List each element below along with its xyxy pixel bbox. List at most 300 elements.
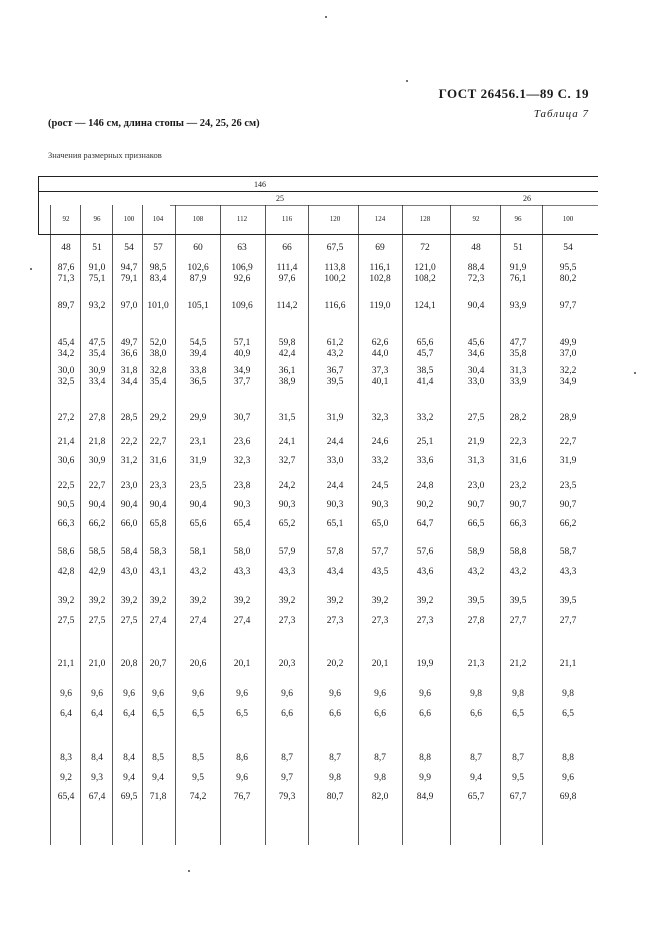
column-header: 108 — [192, 215, 204, 223]
table-cell: 72,3 — [467, 274, 485, 284]
table-cell: 8,7 — [512, 753, 524, 763]
table-cell: 23,3 — [149, 481, 167, 491]
table-cell: 39,5 — [326, 377, 344, 387]
table-cell: 75,1 — [88, 274, 106, 284]
table-cell: 42,9 — [88, 567, 106, 577]
table-cell: 33,0 — [326, 456, 344, 466]
page-header: ГОСТ 26456.1—89 С. 19 — [438, 86, 589, 101]
table-cell: 23,6 — [233, 437, 251, 447]
table-cell: 124,1 — [414, 301, 436, 311]
table-cell: 47,5 — [88, 338, 106, 348]
table-cell: 20,8 — [120, 659, 138, 669]
table-cell: 60 — [193, 243, 203, 253]
table-cell: 32,7 — [278, 456, 296, 466]
table-cell: 23,1 — [189, 437, 207, 447]
table-cell: 80,7 — [326, 792, 344, 802]
table-cell: 9,6 — [329, 689, 341, 699]
table-cell: 101,0 — [147, 301, 169, 311]
column-header: 116 — [281, 215, 293, 223]
table-cell: 9,3 — [91, 773, 103, 783]
table-cell: 87,6 — [57, 263, 75, 273]
table-cell: 9,4 — [152, 773, 164, 783]
table-cell: 76,7 — [233, 792, 251, 802]
table-cell: 9,6 — [123, 689, 135, 699]
table-cell: 27,4 — [149, 616, 167, 626]
table-cell: 34,6 — [467, 349, 485, 359]
table-column-divider — [358, 205, 359, 845]
table-cell: 43,2 — [189, 567, 207, 577]
column-header: 124 — [374, 215, 386, 223]
table-cell: 65,0 — [371, 519, 389, 529]
table-cell: 121,0 — [414, 263, 436, 273]
scan-speck — [30, 268, 32, 270]
table-cell: 19,9 — [416, 659, 434, 669]
table-cell: 51 — [92, 243, 102, 253]
table-column-divider — [450, 205, 451, 845]
table-cell: 9,7 — [281, 773, 293, 783]
table-cell: 27,7 — [559, 616, 577, 626]
table-cell: 43,5 — [371, 567, 389, 577]
table-cell: 57,1 — [233, 338, 251, 348]
table-cell: 39,2 — [149, 596, 167, 606]
table-cell: 20,2 — [326, 659, 344, 669]
table-cell: 58,9 — [467, 547, 485, 557]
table-cell: 57,7 — [371, 547, 389, 557]
table-cell: 82,0 — [371, 792, 389, 802]
table-cell: 33,2 — [371, 456, 389, 466]
table-cell: 39,2 — [88, 596, 106, 606]
table-cell: 31,5 — [278, 413, 296, 423]
table-cell: 37,7 — [233, 377, 251, 387]
table-cell: 43,2 — [467, 567, 485, 577]
table-cell: 9,8 — [374, 773, 386, 783]
table-cell: 91,9 — [509, 263, 527, 273]
table-cell: 23,0 — [120, 481, 138, 491]
table-cell: 65,6 — [416, 338, 434, 348]
table-cell: 58,7 — [559, 547, 577, 557]
table-cell: 90,3 — [326, 500, 344, 510]
table-cell: 93,9 — [509, 301, 527, 311]
table-cell: 31,3 — [467, 456, 485, 466]
foot-length-26-label: 26 — [523, 194, 531, 203]
table-cell: 21,3 — [467, 659, 485, 669]
table-cell: 109,6 — [231, 301, 253, 311]
table-cell: 42,4 — [278, 349, 296, 359]
table-cell: 30,9 — [88, 366, 106, 376]
table-cell: 31,9 — [326, 413, 344, 423]
table-cell: 9,5 — [512, 773, 524, 783]
column-header: 92 — [472, 215, 480, 223]
table-cell: 24,4 — [326, 437, 344, 447]
table-cell: 9,4 — [123, 773, 135, 783]
table-cell: 9,6 — [152, 689, 164, 699]
table-cell: 39,2 — [416, 596, 434, 606]
table-cell: 69,8 — [559, 792, 577, 802]
table-cell: 22,7 — [559, 437, 577, 447]
table-cell: 8,7 — [281, 753, 293, 763]
table-cell: 52,0 — [149, 338, 167, 348]
table-cell: 84,9 — [416, 792, 434, 802]
table-cell: 8,8 — [562, 753, 574, 763]
table-cell: 9,6 — [236, 773, 248, 783]
table-cell: 80,2 — [559, 274, 577, 284]
height-group-label: 146 — [254, 180, 266, 189]
table-cell: 87,9 — [189, 274, 207, 284]
table-cell: 34,9 — [559, 377, 577, 387]
table-cell: 37,0 — [559, 349, 577, 359]
table-cell: 30,4 — [467, 366, 485, 376]
table-cell: 28,5 — [120, 413, 138, 423]
table-cell: 9,8 — [329, 773, 341, 783]
table-cell: 51 — [513, 243, 523, 253]
table-cell: 57,8 — [326, 547, 344, 557]
table-cell: 90,3 — [233, 500, 251, 510]
table-cell: 79,1 — [120, 274, 138, 284]
table-cell: 31,9 — [559, 456, 577, 466]
column-header: 120 — [329, 215, 341, 223]
table-cell: 24,5 — [371, 481, 389, 491]
table-cell: 58,8 — [509, 547, 527, 557]
table-cell: 27,3 — [371, 616, 389, 626]
table-cell: 39,2 — [57, 596, 75, 606]
table-cell: 9,5 — [192, 773, 204, 783]
table-cell: 33,4 — [88, 377, 106, 387]
table-cell: 21,9 — [467, 437, 485, 447]
table-cell: 48 — [61, 243, 71, 253]
table-cell: 33,2 — [416, 413, 434, 423]
table-cell: 33,0 — [467, 377, 485, 387]
table-cell: 69,5 — [120, 792, 138, 802]
table-cell: 36,7 — [326, 366, 344, 376]
table-cell: 28,2 — [509, 413, 527, 423]
table-cell: 21,4 — [57, 437, 75, 447]
table-cell: 8,5 — [152, 753, 164, 763]
scan-speck — [406, 80, 408, 82]
table-cell: 93,2 — [88, 301, 106, 311]
table-column-divider — [542, 205, 543, 845]
table-cell: 6,6 — [470, 709, 482, 719]
table-cell: 25,1 — [416, 437, 434, 447]
table-cell: 6,6 — [281, 709, 293, 719]
table-cell: 9,2 — [60, 773, 72, 783]
table-cell: 33,6 — [416, 456, 434, 466]
table-cell: 20,7 — [149, 659, 167, 669]
table-cell: 58,1 — [189, 547, 207, 557]
table-cell: 37,3 — [371, 366, 389, 376]
table-cell: 39,2 — [233, 596, 251, 606]
table-cell: 22,2 — [120, 437, 138, 447]
table-cell: 28,9 — [559, 413, 577, 423]
table-cell: 58,3 — [149, 547, 167, 557]
table-cell: 59,8 — [278, 338, 296, 348]
table-cell: 66,5 — [467, 519, 485, 529]
table-cell: 22,7 — [149, 437, 167, 447]
table-cell: 39,5 — [467, 596, 485, 606]
table-cell: 65,4 — [57, 792, 75, 802]
column-header: 96 — [514, 215, 522, 223]
table-cell: 39,2 — [326, 596, 344, 606]
section-label: Значения размерных признаков — [48, 150, 162, 160]
table-cell: 35,4 — [88, 349, 106, 359]
table-cell: 65,8 — [149, 519, 167, 529]
table-cell: 43,3 — [233, 567, 251, 577]
column-header: 112 — [236, 215, 248, 223]
table-cell: 39,2 — [189, 596, 207, 606]
table-cell: 48 — [471, 243, 481, 253]
table-cell: 90,7 — [559, 500, 577, 510]
table-cell: 79,3 — [278, 792, 296, 802]
table-cell: 67,4 — [88, 792, 106, 802]
table-cell: 43,1 — [149, 567, 167, 577]
table-cell: 29,2 — [149, 413, 167, 423]
table-rule-group — [38, 191, 598, 192]
table-cell: 27,8 — [88, 413, 106, 423]
table-cell: 6,5 — [236, 709, 248, 719]
table-rule-top — [38, 176, 598, 177]
table-cell: 67,7 — [509, 792, 527, 802]
table-cell: 98,5 — [149, 263, 167, 273]
table-cell: 8,7 — [470, 753, 482, 763]
table-cell: 21,0 — [88, 659, 106, 669]
table-cell: 58,4 — [120, 547, 138, 557]
table-cell: 43,6 — [416, 567, 434, 577]
table-cell: 102,6 — [187, 263, 209, 273]
table-cell: 35,8 — [509, 349, 527, 359]
table-cell: 90,3 — [278, 500, 296, 510]
table-cell: 6,6 — [374, 709, 386, 719]
table-cell: 24,6 — [371, 437, 389, 447]
table-cell: 43,3 — [278, 567, 296, 577]
table-column-divider — [38, 176, 39, 234]
table-cell: 92,6 — [233, 274, 251, 284]
table-cell: 90,3 — [371, 500, 389, 510]
column-header: 104 — [152, 215, 164, 223]
table-cell: 74,2 — [189, 792, 207, 802]
table-cell: 31,3 — [509, 366, 527, 376]
table-cell: 90,5 — [57, 500, 75, 510]
table-cell: 34,2 — [57, 349, 75, 359]
table-cell: 49,7 — [120, 338, 138, 348]
table-cell: 71,3 — [57, 274, 75, 284]
table-cell: 8,8 — [419, 753, 431, 763]
table-cell: 21,2 — [509, 659, 527, 669]
table-cell: 27,5 — [88, 616, 106, 626]
table-cell: 63 — [237, 243, 247, 253]
table-cell: 8,7 — [329, 753, 341, 763]
table-cell: 23,5 — [189, 481, 207, 491]
table-cell: 9,6 — [419, 689, 431, 699]
table-label: Таблица 7 — [533, 108, 589, 120]
table-cell: 23,5 — [559, 481, 577, 491]
table-cell: 21,1 — [559, 659, 577, 669]
table-cell: 64,7 — [416, 519, 434, 529]
table-cell: 119,0 — [369, 301, 391, 311]
table-cell: 31,2 — [120, 456, 138, 466]
table-cell: 32,2 — [559, 366, 577, 376]
table-cell: 31,9 — [189, 456, 207, 466]
table-cell: 27,5 — [467, 413, 485, 423]
table-cell: 65,7 — [467, 792, 485, 802]
table-cell: 35,4 — [149, 377, 167, 387]
table-cell: 105,1 — [187, 301, 209, 311]
table-cell: 9,6 — [192, 689, 204, 699]
table-cell: 8,4 — [91, 753, 103, 763]
table-cell: 6,5 — [152, 709, 164, 719]
table-cell: 21,1 — [57, 659, 75, 669]
table-cell: 27,3 — [326, 616, 344, 626]
table-cell: 97,7 — [559, 301, 577, 311]
table-cell: 8,3 — [60, 753, 72, 763]
table-cell: 94,7 — [120, 263, 138, 273]
table-cell: 43,3 — [559, 567, 577, 577]
table-cell: 76,1 — [509, 274, 527, 284]
table-cell: 66,3 — [57, 519, 75, 529]
table-cell: 9,9 — [419, 773, 431, 783]
table-cell: 66,2 — [559, 519, 577, 529]
table-cell: 41,4 — [416, 377, 434, 387]
table-cell: 65,6 — [189, 519, 207, 529]
table-cell: 27,4 — [189, 616, 207, 626]
table-cell: 33,8 — [189, 366, 207, 376]
table-cell: 9,6 — [374, 689, 386, 699]
table-cell: 57 — [153, 243, 163, 253]
table-cell: 9,6 — [60, 689, 72, 699]
table-rule-sub — [170, 205, 598, 206]
table-cell: 42,8 — [57, 567, 75, 577]
table-cell: 62,6 — [371, 338, 389, 348]
table-cell: 8,5 — [192, 753, 204, 763]
table-cell: 34,9 — [233, 366, 251, 376]
table-cell: 116,6 — [324, 301, 346, 311]
table-cell: 102,8 — [369, 274, 391, 284]
table-cell: 6,6 — [419, 709, 431, 719]
table-cell: 33,9 — [509, 377, 527, 387]
table-cell: 30,6 — [57, 456, 75, 466]
table-cell: 39,5 — [509, 596, 527, 606]
table-cell: 27,7 — [509, 616, 527, 626]
table-cell: 31,8 — [120, 366, 138, 376]
table-cell: 97,0 — [120, 301, 138, 311]
table-cell: 27,3 — [416, 616, 434, 626]
scan-speck — [188, 870, 190, 872]
table-cell: 90,4 — [467, 301, 485, 311]
table-cell: 9,6 — [236, 689, 248, 699]
table-column-divider — [220, 205, 221, 845]
table-cell: 58,5 — [88, 547, 106, 557]
table-cell: 66,3 — [509, 519, 527, 529]
table-cell: 9,4 — [470, 773, 482, 783]
table-cell: 9,6 — [281, 689, 293, 699]
table-cell: 111,4 — [276, 263, 298, 273]
table-cell: 90,7 — [467, 500, 485, 510]
column-header: 128 — [419, 215, 431, 223]
foot-length-25-label: 25 — [276, 194, 284, 203]
table-cell: 65,2 — [278, 519, 296, 529]
table-cell: 22,7 — [88, 481, 106, 491]
table-column-divider — [308, 205, 309, 845]
table-cell: 22,5 — [57, 481, 75, 491]
table-cell: 38,5 — [416, 366, 434, 376]
table-cell: 88,4 — [467, 263, 485, 273]
table-cell: 30,7 — [233, 413, 251, 423]
table-cell: 24,2 — [278, 481, 296, 491]
column-header: 100 — [562, 215, 574, 223]
column-header: 92 — [62, 215, 70, 223]
table-cell: 40,1 — [371, 377, 389, 387]
table-cell: 39,2 — [371, 596, 389, 606]
table-cell: 27,5 — [57, 616, 75, 626]
table-cell: 45,7 — [416, 349, 434, 359]
table-cell: 9,8 — [512, 689, 524, 699]
table-cell: 23,2 — [509, 481, 527, 491]
table-cell: 90,4 — [189, 500, 207, 510]
table-cell: 30,9 — [88, 456, 106, 466]
table-cell: 57,9 — [278, 547, 296, 557]
table-cell: 24,4 — [326, 481, 344, 491]
table-column-divider — [265, 205, 266, 845]
table-cell: 57,6 — [416, 547, 434, 557]
table-cell: 9,6 — [562, 773, 574, 783]
scan-speck — [325, 16, 327, 18]
table-cell: 106,9 — [231, 263, 253, 273]
table-cell: 91,0 — [88, 263, 106, 273]
table-cell: 45,6 — [467, 338, 485, 348]
table-cell: 6,4 — [91, 709, 103, 719]
table-cell: 20,1 — [233, 659, 251, 669]
table-cell: 54,5 — [189, 338, 207, 348]
table-cell: 90,4 — [120, 500, 138, 510]
table-cell: 27,3 — [278, 616, 296, 626]
table-cell: 31,6 — [149, 456, 167, 466]
table-cell: 38,0 — [149, 349, 167, 359]
table-cell: 8,6 — [236, 753, 248, 763]
table-cell: 43,2 — [326, 349, 344, 359]
table-cell: 32,3 — [233, 456, 251, 466]
table-cell: 6,5 — [562, 709, 574, 719]
table-cell: 90,4 — [149, 500, 167, 510]
table-column-divider — [402, 205, 403, 845]
table-cell: 6,5 — [512, 709, 524, 719]
table-cell: 40,9 — [233, 349, 251, 359]
table-cell: 90,2 — [416, 500, 434, 510]
table-cell: 22,3 — [509, 437, 527, 447]
table-cell: 6,6 — [329, 709, 341, 719]
table-cell: 27,2 — [57, 413, 75, 423]
table-cell: 39,2 — [120, 596, 138, 606]
table-cell: 65,1 — [326, 519, 344, 529]
table-cell: 20,3 — [278, 659, 296, 669]
table-cell: 32,3 — [371, 413, 389, 423]
table-cell: 31,6 — [509, 456, 527, 466]
table-cell: 65,4 — [233, 519, 251, 529]
table-cell: 95,5 — [559, 263, 577, 273]
table-cell: 39,2 — [278, 596, 296, 606]
table-cell: 47,7 — [509, 338, 527, 348]
table-cell: 71,8 — [149, 792, 167, 802]
table-cell: 9,6 — [91, 689, 103, 699]
table-cell: 90,4 — [88, 500, 106, 510]
table-cell: 24,1 — [278, 437, 296, 447]
table-cell: 66,0 — [120, 519, 138, 529]
table-cell: 44,0 — [371, 349, 389, 359]
table-cell: 116,1 — [369, 263, 391, 273]
table-cell: 43,4 — [326, 567, 344, 577]
table-cell: 34,4 — [120, 377, 138, 387]
table-subtitle: (рост — 146 см, длина стопы — 24, 25, 26 см) — [48, 118, 260, 129]
table-cell: 39,5 — [559, 596, 577, 606]
table-cell: 39,4 — [189, 349, 207, 359]
table-cell: 61,2 — [326, 338, 344, 348]
